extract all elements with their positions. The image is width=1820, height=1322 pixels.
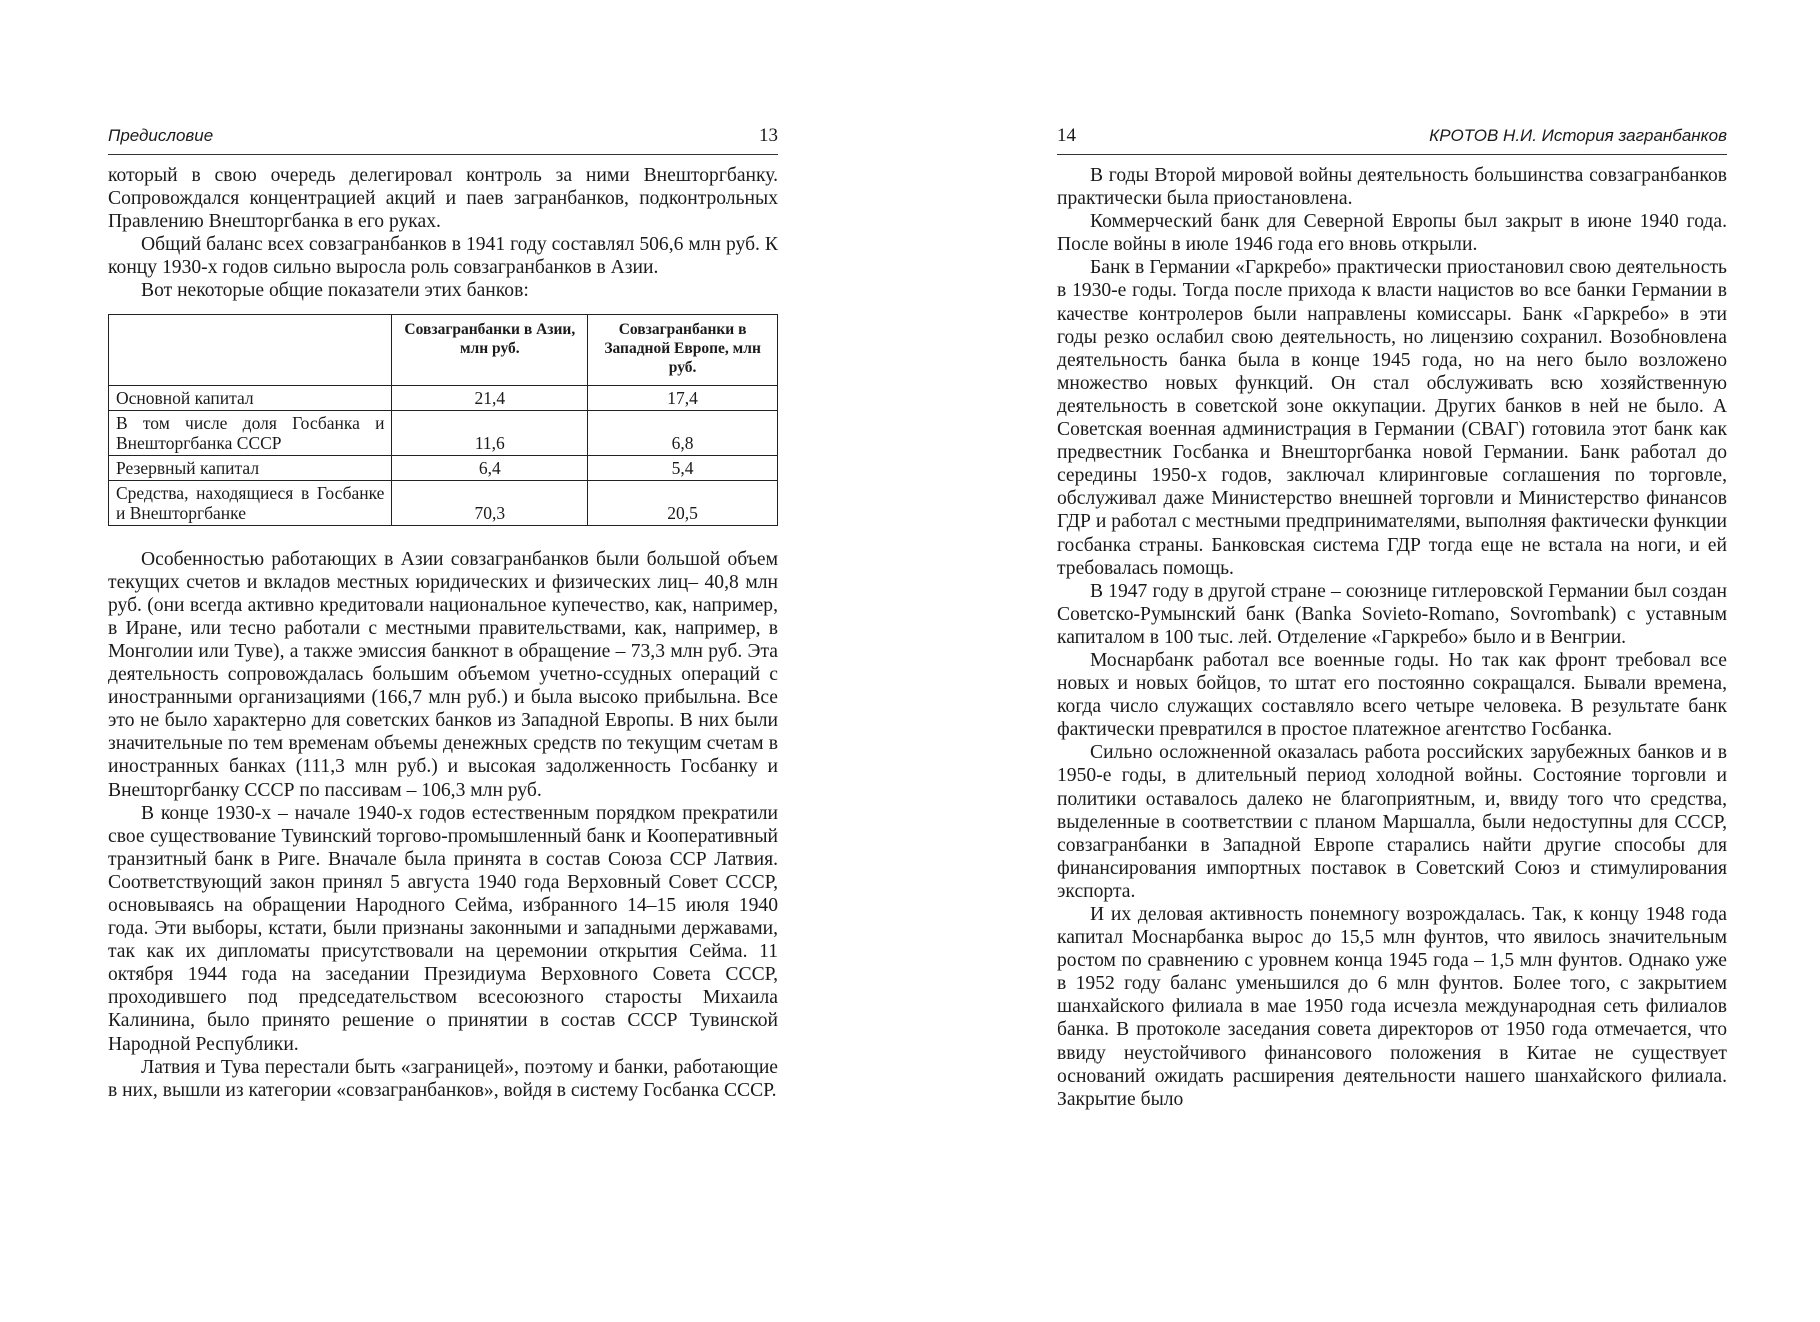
- europe-value: 17,4: [588, 385, 778, 410]
- paragraph: Сильно осложненной оказалась работа российских зарубежных банков и в 1950-е годы, в длительный период холодной войны. Состояние торговли и политики оставалось далеко не благоприятным, и, ввиду того что средства, выделенные в соответствии с планом Маршалла, были недоступны для СССР, совзагранбанки в Западной Европе старались найти другие способы для финансирования импортных поставок в Советский Союз и стимулирования экспорта.: [1057, 742, 1727, 902]
- paragraph: В 1947 году в другой стране – союзнице гитлеровской Германии был создан Советско-Румынский банк (Banka Sovieto-Romano, Sovrombank) с уставным капиталом в 100 тыс. лей. Отделение «Гаркребо» было и в Венгрии.: [1057, 580, 1727, 648]
- europe-value: 5,4: [588, 455, 778, 480]
- table-header-cell: [109, 314, 392, 385]
- asia-value: 11,6: [392, 410, 588, 455]
- left-running-head: [108, 125, 778, 155]
- asia-value: 21,4: [392, 385, 588, 410]
- paragraph: Особенностью работающих в Азии совзагранбанков были большой объем текущих счетов и вкладов местных юридических и физических лиц– 40,8 млн руб. (они всегда активно кредитовали национальное купечество, как, например, в Иране, или тесно работали с местными правительствами, как, например, в Монголии или Туве), а также эмиссия банкнот в обращение – 73,3 млн руб. Эта деятельность сопровождалась большим объемом учетно-ссудных операций с иностранными организациями (166,7 млн руб.) и была высоко прибыльна. Все это не было характерно для советских банков из Западной Европы. В них были значительные по тем временам объемы денежных средств по текущим счетам в иностранных банках (111,3 млн руб.) и высокая задолженность Госбанку и Внешторгбанку СССР по пассивам – 106,3 млн руб.: [108, 548, 778, 801]
- paragraph: В годы Второй мировой войны деятельность большинства совзагранбанков практически была приостановлена.: [1057, 165, 1727, 210]
- paragraph: который в свою очередь делегировал контроль за ними Внешторгбанку. Сопровождался концентрацией акций и паев загранбанков, подконтрольных Правлению Внешторгбанка в его руках.: [108, 165, 778, 233]
- paragraph: В конце 1930-х – начале 1940-х годов естественным порядком прекратили свое существование Тувинский торгово-промышленный банк и Кооперативный транзитный банк в Риге. Вначале была принята в состав Союза ССР Латвия. Соответствующий закон принял 5 августа 1940 года Верховный Совет СССР, основываясь на обращении Народного Сейма, избранного 14–15 июля 1940 года. Эти выборы, кстати, были признаны законными и западными державами, так как их дипломаты присутствовали на церемонии открытия Сейма. 11 октября 1944 года на заседании Президиума Верховного Совета СССР, проходившего под председательством всесоюзного старосты Михаила Калинина, было принято решение о принятии в состав СССР Тувинской Народной Республики.: [108, 802, 778, 1055]
- left-page: [108, 125, 778, 1102]
- row-label: Основной капитал: [109, 385, 392, 410]
- table-header-cell: Совзагранбанки в Азии, млн руб.: [392, 314, 588, 385]
- row-label: В том числе доля Госбанка и Внешторгбанка СССР: [109, 410, 392, 455]
- europe-value: 6,8: [588, 410, 778, 455]
- table-row: [109, 385, 778, 410]
- right-header-title: КРОТОВ Н.И. История загранбанков: [1429, 126, 1727, 145]
- paragraph: Моснарбанк работал все военные годы. Но так как фронт требовал все новых и новых бойцов, то штат его постоянно сокращался. Бывали времена, когда число служащих составляло всего четыре человека. В результате банк фактически превратился в простое платежное агентство Госбанка.: [1057, 649, 1727, 741]
- asia-value: 70,3: [392, 480, 588, 525]
- right-page-body: [1057, 164, 1727, 1111]
- europe-value: 20,5: [588, 480, 778, 525]
- paragraph: Латвия и Тува перестали быть «заграницей», поэтому и банки, работающие в них, вышли из категории «совзагранбанков», войдя в систему Госбанка СССР.: [108, 1056, 778, 1101]
- row-label: Резервный капитал: [109, 455, 392, 480]
- table-row: [109, 480, 778, 525]
- left-page-body: [108, 164, 778, 1102]
- paragraph: И их деловая активность понемногу возрождалась. Так, к концу 1948 года капитал Моснарбанка вырос до 15,5 млн фунтов, что явилось значительным ростом по сравнению с уровнем конца 1945 года – 1,5 млн фунтов. Однако уже в 1952 году баланс уменьшился до 6 млн фунтов. Более того, с закрытием шанхайского филиала в мае 1950 года исчезла международная сеть филиалов банка. В протоколе заседания совета директоров от 1950 года отмечается, что ввиду неустойчивого финансового положения в Китае не существует оснований ожидать расширения деятельности нашего шанхайского филиала. Закрытие было: [1057, 904, 1727, 1110]
- left-page-number: 13: [759, 125, 778, 146]
- right-page-number: 14: [1057, 125, 1076, 146]
- paragraph: Вот некоторые общие показатели этих банков:: [141, 280, 529, 302]
- table-header-row: [109, 314, 778, 385]
- table-row: [109, 410, 778, 455]
- table-row: [109, 455, 778, 480]
- paragraph: Коммерческий банк для Северной Европы был закрыт в июне 1940 года. После войны в июле 1946 года его вновь открыли.: [1057, 211, 1727, 256]
- left-header-title: Предисловие: [108, 126, 214, 145]
- right-running-head: [1057, 125, 1727, 155]
- paragraph: Банк в Германии «Гаркребо» практически приостановил свою деятельность в 1930-е годы. Тогда после прихода к власти нацистов во все банки Германии в качестве контролеров были направлены комиссары. Банк «Гаркребо» в эти годы резко ослабил свою деятельность, но лицензию сохранил. Возобновлена деятельность банка была в конце 1945 года, но на него было возложено множество новых функций. Он стал обслуживать всю хозяйственную деятельность в советской зоне оккупации. Других банков в ней не было. А Советская военная администрация в Германии (СВАГ) готовила этот банк как предвестник Госбанка и Внешторгбанка новой Германии. Банк работал до середины 1950-х годов, заключал клиринговые соглашения по торговле, обслуживал даже Министерство внешней торговли и Министерство финансов ГДР и работал с местными предпринимателями, выполняя фактически функции госбанка страны. Банковская система ГДР тогда еще не встала на ноги, и ей требовалась помощь.: [1057, 257, 1727, 579]
- right-page: [1057, 125, 1727, 1111]
- bank-indicators-table: [108, 314, 778, 526]
- asia-value: 6,4: [392, 455, 588, 480]
- table-header-cell: Совзагранбанки в Западной Европе, млн руб.: [588, 314, 778, 385]
- paragraph: Общий баланс всех совзагранбанков в 1941 году составлял 506,6 млн руб. К концу 1930-х годов сильно выросла роль совзагранбанков в Азии.: [108, 234, 778, 279]
- row-label: Средства, находящиеся в Госбанке и Внешторгбанке: [109, 480, 392, 525]
